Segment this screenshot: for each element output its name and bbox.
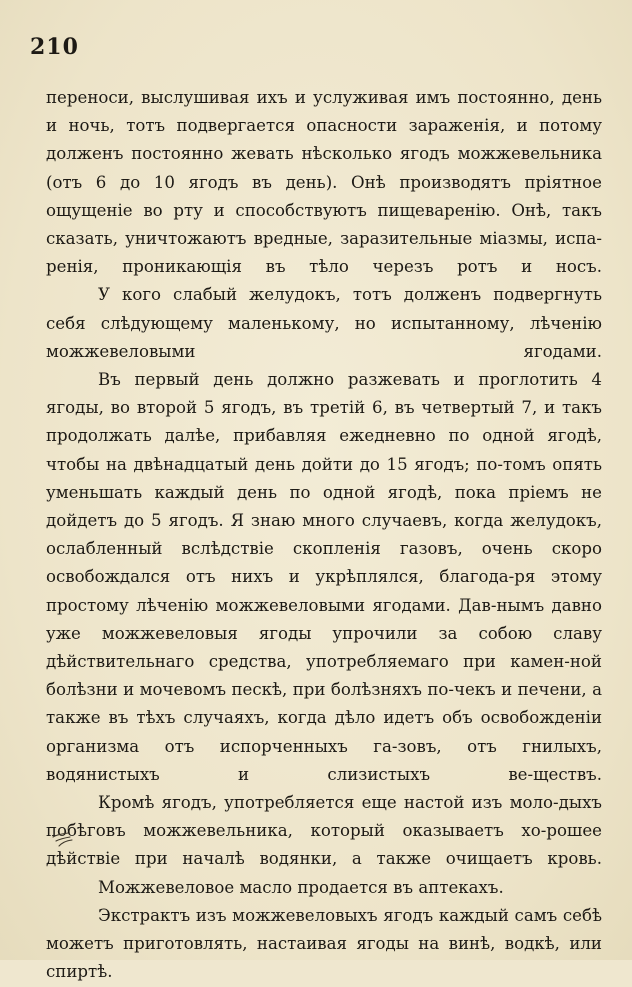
body-text	[46, 84, 602, 987]
paragraph-5: Можжевеловое масло продается въ аптекахъ.	[98, 877, 504, 897]
paragraph-1: переноси, выслушивая ихъ и услуживая имъ постоянно, день и ночь, тотъ подвергается опасности зараженія, и потому долженъ постоянно жевать нѣсколько ягодъ можжевельника (отъ 6 до 10 ягодъ въ день). Онѣ производятъ пріятное ощущеніе во рту и способствуютъ пищеваренію. Онѣ, такъ сказать, уничтожаютъ вредные, заразительные міазмы, испа-ренія, проникающія въ тѣло черезъ ротъ и носъ.	[46, 88, 602, 277]
paragraph-2: У кого слабый желудокъ, тотъ долженъ подвергнуть себя слѣдующему маленькому, но испытанному, лѣченію можжевеловыми ягодами.	[46, 285, 602, 361]
ink-mark-icon	[50, 829, 76, 855]
paragraph-4: Кромѣ ягодъ, употребляется еще настой изъ моло-дыхъ побѣговъ можжевельника, который оказываетъ хо-рошее дѣйствіе при началѣ водянки, а также очищаетъ кровь.	[46, 793, 602, 869]
paragraph-6: Экстрактъ изъ можжевеловыхъ ягодъ каждый самъ себѣ можетъ приготовлять, настаивая ягоды на винѣ, водкѣ, или спиртѣ.	[46, 905, 602, 982]
paragraph-3: Въ первый день должно разжевать и проглотить 4 ягоды, во второй 5 ягодъ, въ третій 6, въ четвертый 7, и такъ продолжать далѣе, прибавляя ежедневно по одной ягодѣ, чтобы на двѣнадцатый день дойти до 15 ягодъ; по-томъ опять уменьшать каждый день по одной ягодѣ, пока пріемъ не дойдетъ до 5 ягодъ. Я знаю много случаевъ, когда желудокъ, ослабленный вслѣдствіе скопленія газовъ, очень скоро освобождался отъ нихъ и укрѣплялся, благода-ря этому простому лѣченію можжевеловыми ягодами. Дав-нымъ давно уже можжевеловыя ягоды упрочили за собою славу дѣйствительнаго средства, употребляемаго при камен-ной болѣзни и мочевомъ пескѣ, при болѣзняхъ по-чекъ и печени, а также въ тѣхъ случаяхъ, когда дѣло идетъ объ освобожденіи организма отъ испорченныхъ га-зовъ, отъ гнилыхъ, водянистыхъ и слизистыхъ ве-ществъ.	[46, 370, 602, 784]
page-number: 210	[30, 34, 79, 60]
